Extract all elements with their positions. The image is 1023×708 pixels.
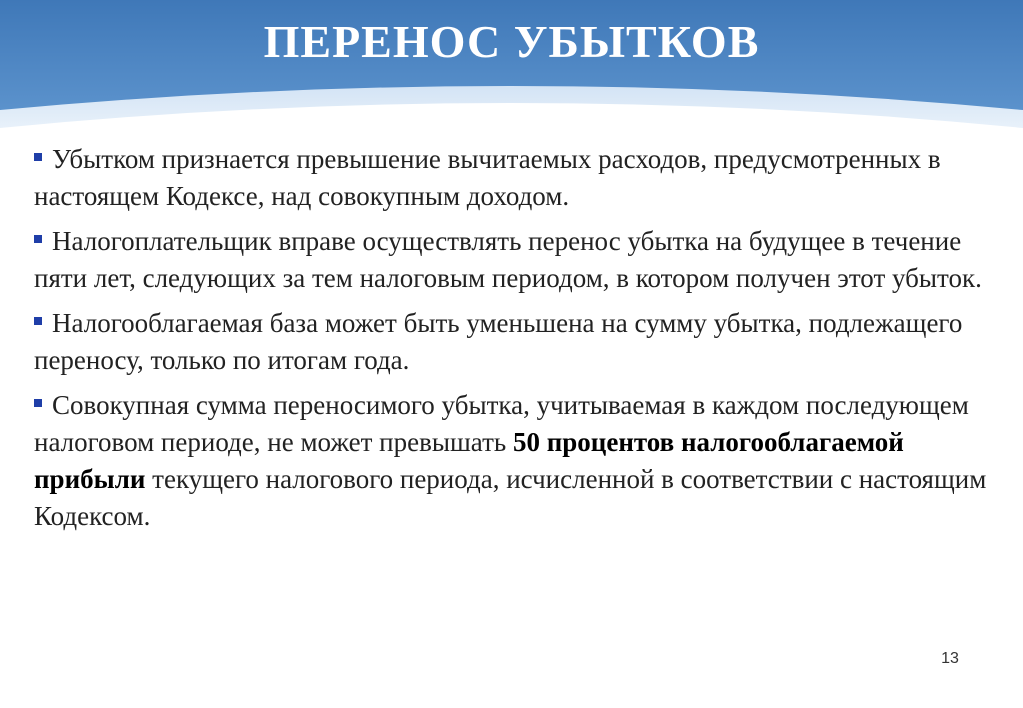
list-item	[34, 141, 1009, 215]
bullet-text-after: текущего налогового периода, исчисленной в соответствии с настоящим Кодексом.	[34, 464, 987, 531]
bullet-text-bold: 50 процентов налогооблагаемой прибыли	[34, 427, 904, 494]
list-item	[34, 305, 1009, 379]
page-number: 13	[941, 650, 959, 667]
square-bullet-icon	[34, 399, 42, 407]
list-item	[34, 223, 1009, 297]
square-bullet-icon	[34, 153, 42, 161]
square-bullet-icon	[34, 317, 42, 325]
square-bullet-icon	[34, 235, 42, 243]
bullet-text-before: Совокупная сумма переносимого убытка, учитываемая в каждом последующем налоговом периоде, не может превышать	[34, 390, 969, 457]
list-item	[34, 387, 1009, 535]
bullet-text: Налогоплательщик вправе осуществлять перенос убытка на будущее в течение пяти лет, следующих за тем налоговым периодом, в котором получен этот убыток.	[34, 226, 982, 293]
bullet-text: Налогооблагаемая база может быть уменьшена на сумму убытка, подлежащего переносу, только по итогам года.	[34, 308, 963, 375]
slide-header	[0, 0, 1023, 135]
bullet-list	[34, 141, 1009, 543]
slide-title: ПЕРЕНОС УБЫТКОВ	[263, 16, 760, 67]
bullet-text: Убытком признается превышение вычитаемых расходов, предусмотренных в настоящем Кодексе, над совокупным доходом.	[34, 144, 941, 211]
